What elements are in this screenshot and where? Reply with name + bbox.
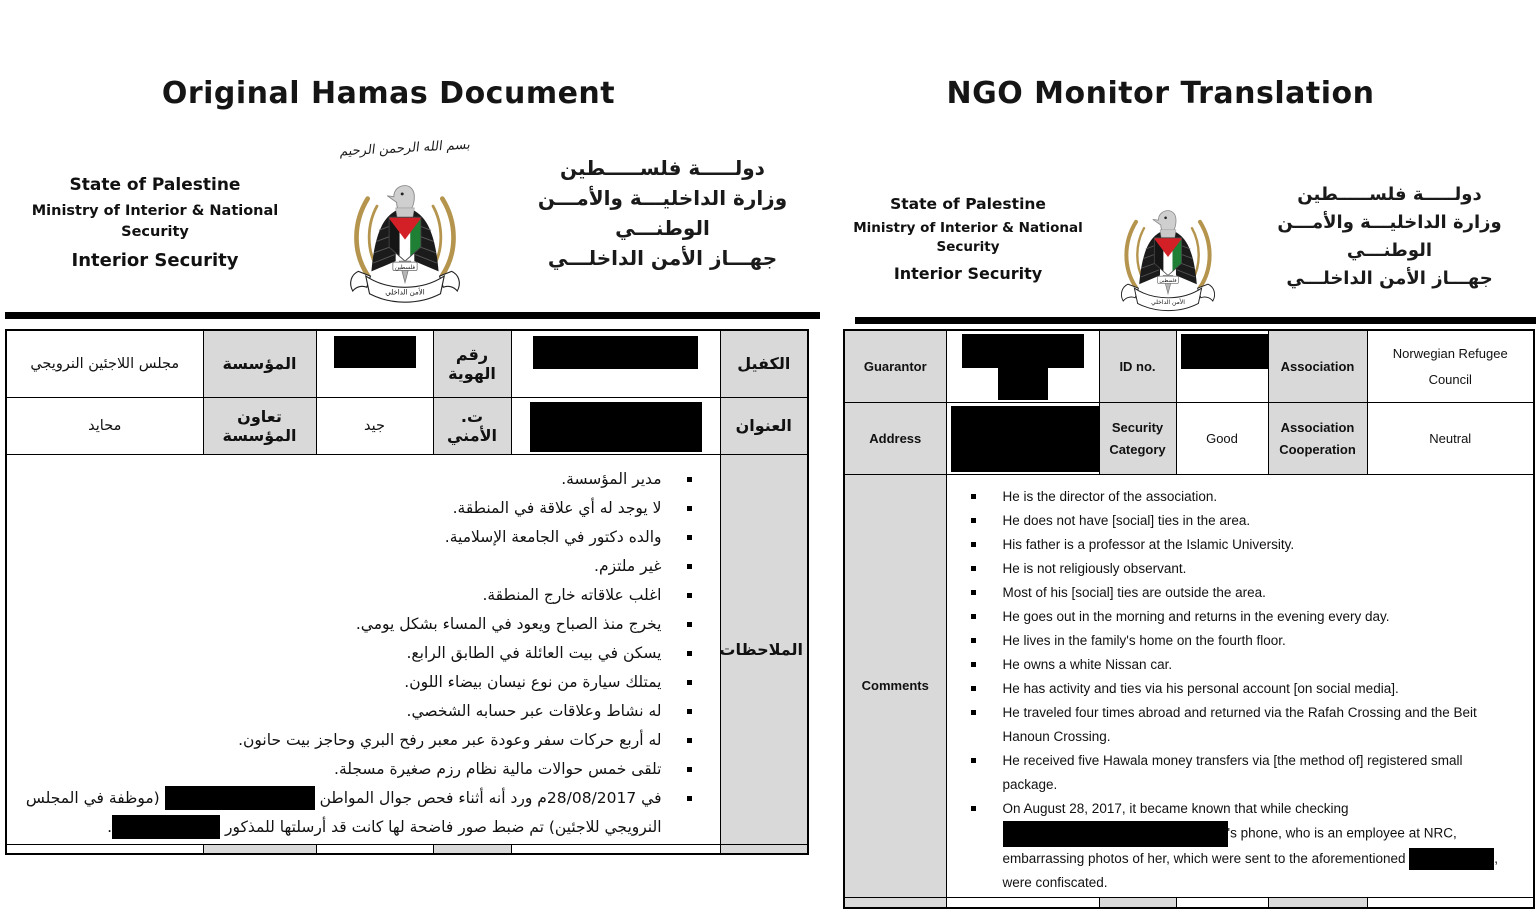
cell-label-association: Association <box>1268 330 1367 403</box>
cell-label-cooperation: تعاون المؤسسة <box>203 397 316 454</box>
emblem-shield-label: فلسطين <box>1159 279 1177 285</box>
emblem-banner-label: الأمن الداخلي <box>1151 299 1185 307</box>
list-item: He traveled four times abroad and returned via the Rafah Crossing and the Beit Hanoun Crossing. <box>959 701 1520 749</box>
cell-label-security: Security Category <box>1099 403 1176 475</box>
cell-cooperation-value: محايد <box>6 397 203 454</box>
letterhead-emblem-block <box>1093 165 1243 313</box>
state-line: State of Palestine <box>69 175 241 195</box>
bullet-icon <box>687 651 692 656</box>
letterhead-english-block <box>5 131 305 271</box>
list-item: He lives in the family's home on the fourth floor. <box>959 629 1520 653</box>
list-item-redacted: في 28/08/2017م ورد أنه أثناء فحص جوال المواطن (موظفة في المجلس النرويجي للاجئين) تم ضبط صور فاضحة لها كانت قد أرسلتها للمذكور . <box>21 784 702 842</box>
bullet-icon <box>971 566 976 571</box>
redaction-box <box>998 368 1048 400</box>
translation-document-panel <box>843 0 1536 909</box>
ministry-line-1: Ministry of Interior & National <box>853 220 1083 236</box>
list-item: اغلب علاقاته خارج المنطقة. <box>21 581 702 610</box>
bullet-icon <box>687 738 692 743</box>
cell-label-cooperation: Association Cooperation <box>1268 403 1367 475</box>
security-profile-table-english <box>843 329 1535 909</box>
comments-list <box>11 457 716 842</box>
ministry-line-2: Security <box>936 239 1000 255</box>
header-divider-rule <box>5 312 820 319</box>
cell-address-value <box>511 397 720 454</box>
list-item: مدير المؤسسة. <box>21 465 702 494</box>
bullet-icon <box>687 796 692 801</box>
cell-id-value <box>1176 330 1268 403</box>
interior-security-line: Interior Security <box>71 250 239 271</box>
bullet-icon <box>971 494 976 499</box>
cell-label-guarantor: Guarantor <box>844 330 946 403</box>
arabic-national-line: الوطنـــي <box>615 216 710 240</box>
bullet-icon <box>971 518 976 523</box>
arabic-national-line: الوطنـــي <box>1346 240 1433 261</box>
letterhead-right <box>843 165 1536 313</box>
page-title-left: Original Hamas Document <box>161 76 616 111</box>
ministry-line-1: Ministry of Interior & National <box>31 203 279 219</box>
bullet-icon <box>971 686 976 691</box>
comments-cell <box>946 475 1534 898</box>
redaction-box <box>951 406 1119 472</box>
bullet-icon <box>687 535 692 540</box>
cell-security-value: جيد <box>316 397 433 454</box>
redaction-box <box>533 336 698 369</box>
list-item: يسكن في بيت العائلة في الطابق الرابع. <box>21 639 702 668</box>
bullet-icon <box>687 709 692 714</box>
cell-security-value: Good <box>1176 403 1268 475</box>
bullet-icon <box>687 564 692 569</box>
cell-label-address: العنوان <box>720 397 808 454</box>
original-document-panel <box>5 0 820 855</box>
table-row <box>844 330 1534 403</box>
comments-cell <box>6 454 720 844</box>
list-item: له أربع حركات سفر وعودة عبر معبر رفح البري وحاجز بيت حانون. <box>21 726 702 755</box>
bullet-icon <box>687 767 692 772</box>
bullet-icon <box>687 593 692 598</box>
arabic-agency-line: جهـــاز الأمن الداخلـــي <box>547 246 778 270</box>
next-row-cut-off <box>6 844 808 854</box>
list-item: He is not religiously observant. <box>959 557 1520 581</box>
cell-guarantor-value <box>511 330 720 397</box>
redaction-box <box>962 334 1084 368</box>
bullet-icon <box>971 662 976 667</box>
list-item: He has activity and ties via his personal account [on social media]. <box>959 677 1520 701</box>
letterhead-left <box>5 131 820 309</box>
bismillah-calligraphy: بسم الله الرحمن الرحيم <box>338 137 472 159</box>
list-item: غير ملتزم. <box>21 552 702 581</box>
list-item: He does not have [social] ties in the area. <box>959 509 1520 533</box>
cell-label-id: ID no. <box>1099 330 1176 403</box>
palestine-eagle-emblem-icon <box>1111 193 1225 313</box>
bullet-icon <box>687 477 692 482</box>
redaction-box <box>165 786 315 810</box>
bullet-icon <box>971 806 976 811</box>
redaction-box <box>530 402 702 452</box>
list-item: He owns a white Nissan car. <box>959 653 1520 677</box>
bullet-icon <box>971 542 976 547</box>
ministry-line-2: Security <box>121 224 189 240</box>
bullet-icon <box>971 758 976 763</box>
cell-label-id: رقم الهوية <box>433 330 511 397</box>
palestine-eagle-emblem-icon <box>338 165 472 305</box>
list-item: His father is a professor at the Islamic University. <box>959 533 1520 557</box>
list-item-redacted: On August 28, 2017, it became known that while checking 's phone, who is an employee at NRC, embarrassing photos of her, which were sent to the aforementioned , were confiscated. <box>959 797 1520 895</box>
cell-label-security: ت. الأمني <box>433 397 511 454</box>
list-item: He received five Hawala money transfers via [the method of] registered small package. <box>959 749 1520 797</box>
header-divider-rule <box>855 317 1536 324</box>
comments-row <box>6 454 808 844</box>
list-item: والده دكتور في الجامعة الإسلامية. <box>21 523 702 552</box>
cell-label-guarantor: الكفيل <box>720 330 808 397</box>
comments-list <box>951 477 1530 895</box>
redaction-box <box>112 815 220 839</box>
cell-association-value: مجلس اللاجئين النرويجي <box>6 330 203 397</box>
emblem-banner-label: الأمن الداخلي <box>385 288 425 297</box>
emblem-shield-label: فلسطين <box>394 265 416 272</box>
state-line: State of Palestine <box>890 195 1046 213</box>
redaction-box <box>1003 821 1228 847</box>
redaction-box <box>1181 334 1269 369</box>
table-row <box>6 330 808 397</box>
list-item: He is the director of the association. <box>959 485 1520 509</box>
arabic-agency-line: جهـــاز الأمن الداخلـــي <box>1286 268 1493 289</box>
bullet-icon <box>687 680 692 685</box>
arabic-state-line: دولـــــة فلســـــطين <box>1297 184 1482 205</box>
cell-address-value <box>946 403 1099 475</box>
bullet-icon <box>971 638 976 643</box>
redaction-box <box>334 336 416 368</box>
next-row-cut-off <box>844 898 1534 908</box>
list-item: لا يوجد له أي علاقة في المنطقة. <box>21 494 702 523</box>
bullet-icon <box>971 614 976 619</box>
cell-label-comments: الملاحظات <box>720 454 808 844</box>
cell-label-comments: Comments <box>844 475 946 898</box>
interior-security-line: Interior Security <box>893 264 1043 283</box>
letterhead-arabic-block <box>1243 165 1536 293</box>
cell-association-value: Norwegian Refugee Council <box>1367 330 1534 403</box>
letterhead-english-block <box>843 165 1093 283</box>
bullet-icon <box>971 590 976 595</box>
letterhead-emblem-block <box>305 131 505 305</box>
list-item: له نشاط وعلاقات عبر حسابه الشخصي. <box>21 697 702 726</box>
cell-guarantor-value <box>946 330 1099 403</box>
table-row <box>6 397 808 454</box>
cell-label-association: المؤسسة <box>203 330 316 397</box>
bullet-icon <box>687 622 692 627</box>
bullet-icon <box>687 506 692 511</box>
arabic-state-line: دولـــــة فلســـــطين <box>560 156 765 180</box>
list-item: Most of his [social] ties are outside the area. <box>959 581 1520 605</box>
page-title-right: NGO Monitor Translation <box>946 76 1375 111</box>
cell-id-value <box>316 330 433 397</box>
letterhead-arabic-block <box>505 131 820 273</box>
cell-cooperation-value: Neutral <box>1367 403 1534 475</box>
cell-label-address: Address <box>844 403 946 475</box>
list-item: يخرج منذ الصباح ويعود في المساء بشكل يومي. <box>21 610 702 639</box>
bullet-icon <box>971 710 976 715</box>
arabic-ministry-line: وزارة الداخليـــة والأمـــن <box>1277 212 1502 233</box>
security-profile-table-arabic <box>5 329 809 855</box>
list-item: يمتلك سيارة من نوع نيسان بيضاء اللون. <box>21 668 702 697</box>
table-row <box>844 403 1534 475</box>
list-item: تلقى خمس حوالات مالية نظام رزم صغيرة مسجلة. <box>21 755 702 784</box>
comments-row <box>844 475 1534 898</box>
redaction-box <box>1409 848 1494 870</box>
list-item: He goes out in the morning and returns in the evening every day. <box>959 605 1520 629</box>
arabic-ministry-line: وزارة الداخليـــة والأمـــن <box>537 186 788 210</box>
